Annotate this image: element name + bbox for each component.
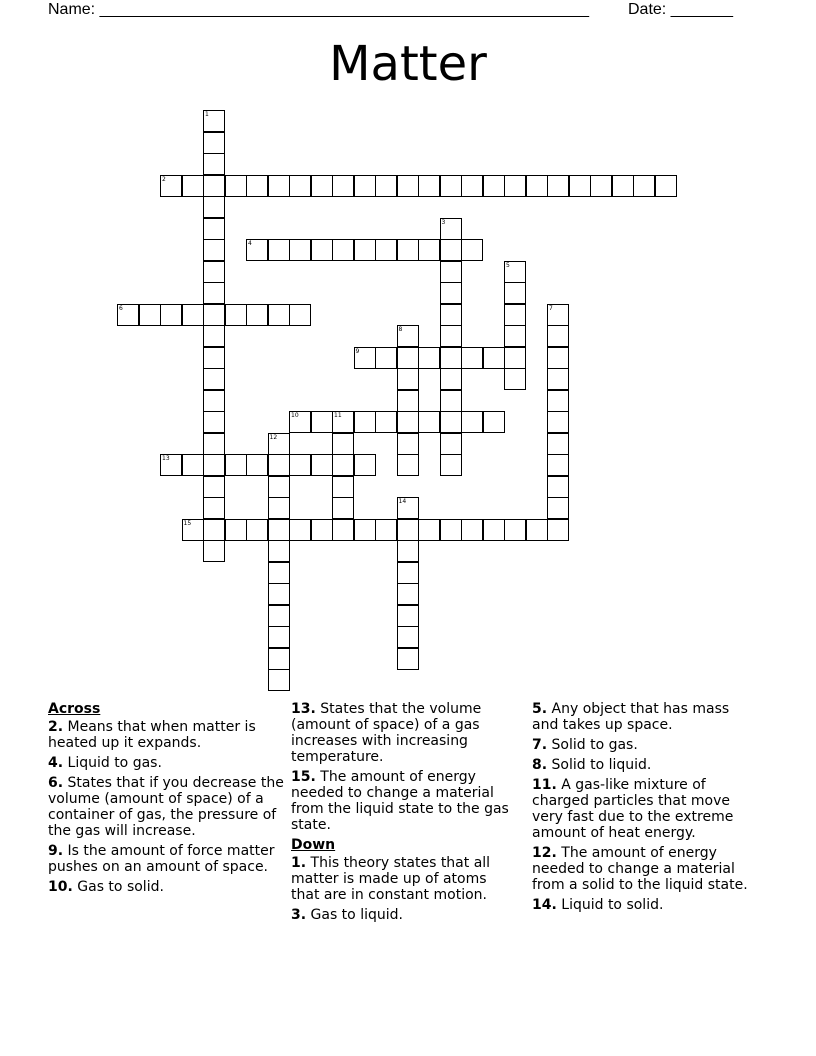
grid-cell[interactable] xyxy=(418,347,440,369)
grid-cell[interactable] xyxy=(268,626,290,648)
grid-cell[interactable] xyxy=(311,454,333,476)
grid-cell[interactable] xyxy=(203,390,225,412)
grid-cell[interactable] xyxy=(268,583,290,605)
grid-cell[interactable] xyxy=(203,132,225,154)
grid-cell[interactable] xyxy=(504,325,526,347)
clue-item-text: This theory states that all matter is made up of atoms that are in constant motion. xyxy=(291,855,491,903)
grid-cell[interactable] xyxy=(375,411,397,433)
grid-cell[interactable] xyxy=(332,497,354,519)
grid-cell[interactable] xyxy=(375,239,397,261)
across-heading: Across xyxy=(48,701,101,717)
clue-item-number: 5. xyxy=(532,701,548,717)
grid-cell[interactable] xyxy=(354,347,376,369)
grid-cell[interactable] xyxy=(268,304,290,326)
grid-cell[interactable] xyxy=(397,368,419,390)
grid-cell[interactable] xyxy=(268,497,290,519)
grid-cell[interactable] xyxy=(547,519,569,541)
clue-item xyxy=(48,775,284,839)
grid-cell[interactable] xyxy=(332,411,354,433)
clue-item-number: 11. xyxy=(532,777,557,793)
clue-item xyxy=(291,769,513,833)
grid-cell[interactable] xyxy=(311,175,333,197)
grid-cell[interactable] xyxy=(311,411,333,433)
grid-cell[interactable] xyxy=(547,433,569,455)
clues-column-1 xyxy=(48,701,284,899)
clue-item-text: Any object that has mass and takes up space. xyxy=(532,701,730,733)
grid-cell[interactable] xyxy=(569,175,591,197)
grid-cell[interactable] xyxy=(440,175,462,197)
clue-item-text: Solid to liquid. xyxy=(547,757,652,773)
page-title: Matter xyxy=(329,36,487,92)
grid-cell[interactable] xyxy=(332,476,354,498)
clue-item-number: 15. xyxy=(291,769,316,785)
grid-cell[interactable] xyxy=(483,175,505,197)
grid-cell[interactable] xyxy=(397,540,419,562)
grid-cell[interactable] xyxy=(633,175,655,197)
grid-cell[interactable] xyxy=(225,519,247,541)
clue-number: 13 xyxy=(162,455,170,462)
clue-item-text: Liquid to gas. xyxy=(63,755,162,771)
grid-cell[interactable] xyxy=(483,519,505,541)
clue-item-text: The amount of energy needed to change a material from a solid to the liquid state. xyxy=(532,845,748,893)
grid-cell[interactable] xyxy=(547,497,569,519)
clue-item xyxy=(48,719,284,751)
grid-cell[interactable] xyxy=(332,454,354,476)
grid-cell[interactable] xyxy=(203,153,225,175)
grid-cell[interactable] xyxy=(203,239,225,261)
grid-cell[interactable] xyxy=(203,196,225,218)
clue-number: 7 xyxy=(549,304,553,312)
grid-cell[interactable] xyxy=(203,519,225,541)
grid-cell[interactable] xyxy=(268,476,290,498)
grid-cell[interactable] xyxy=(461,347,483,369)
grid-cell[interactable] xyxy=(203,282,225,304)
grid-cell[interactable] xyxy=(397,454,419,476)
grid-cell[interactable] xyxy=(397,175,419,197)
date-label: Date: _______ xyxy=(628,1,733,18)
grid-cell[interactable] xyxy=(289,411,311,433)
clue-item xyxy=(532,897,754,913)
grid-cell[interactable] xyxy=(203,476,225,498)
clue-item xyxy=(291,907,513,923)
clue-item-text: States that if you decrease the volume (amount of space) of a container of gas, the pressure of the gas will increase. xyxy=(48,775,284,839)
grid-cell[interactable] xyxy=(160,304,182,326)
clue-item-number: 8. xyxy=(532,757,548,773)
grid-cell[interactable] xyxy=(590,175,612,197)
grid-cell[interactable] xyxy=(203,218,225,240)
clue-number: 6 xyxy=(119,304,123,312)
grid-cell[interactable] xyxy=(461,411,483,433)
grid-cell[interactable] xyxy=(547,304,569,326)
grid-cell[interactable] xyxy=(397,347,419,369)
grid-cell[interactable] xyxy=(225,454,247,476)
grid-cell[interactable] xyxy=(504,368,526,390)
clues-column-3 xyxy=(532,701,754,917)
clue-item xyxy=(291,855,513,903)
grid-cell[interactable] xyxy=(268,175,290,197)
clue-number: 1 xyxy=(205,111,209,118)
grid-cell[interactable] xyxy=(440,347,462,369)
grid-cell[interactable] xyxy=(440,433,462,455)
clue-item xyxy=(532,845,754,893)
clue-item-text: Gas to liquid. xyxy=(306,907,403,923)
grid-cell[interactable] xyxy=(203,454,225,476)
grid-cell[interactable] xyxy=(504,304,526,326)
grid-cell[interactable] xyxy=(418,175,440,197)
grid-cell[interactable] xyxy=(440,411,462,433)
grid-cell[interactable] xyxy=(440,368,462,390)
clue-item xyxy=(532,777,754,841)
grid-cell[interactable] xyxy=(289,175,311,197)
grid-cell[interactable] xyxy=(547,368,569,390)
clue-item-text: Gas to solid. xyxy=(72,879,164,895)
grid-cell[interactable] xyxy=(526,519,548,541)
grid-cell[interactable] xyxy=(547,347,569,369)
grid-cell[interactable] xyxy=(461,239,483,261)
grid-cell[interactable] xyxy=(354,519,376,541)
grid-cell[interactable] xyxy=(547,325,569,347)
clue-number: 11 xyxy=(334,412,342,419)
clue-item-number: 1. xyxy=(291,855,307,871)
clue-item-text: States that the volume (amount of space) of a gas increases with increasing temperature. xyxy=(291,701,482,765)
grid-cell[interactable] xyxy=(504,261,526,283)
clue-item xyxy=(532,701,754,733)
grid-cell[interactable] xyxy=(268,454,290,476)
clue-item-number: 6. xyxy=(48,775,64,791)
grid-cell[interactable] xyxy=(203,175,225,197)
grid-cell[interactable] xyxy=(375,347,397,369)
name-label: Name: _______________________________________________________ xyxy=(48,1,589,18)
grid-cell[interactable] xyxy=(225,304,247,326)
clue-number: 12 xyxy=(269,433,278,441)
grid-cell[interactable] xyxy=(203,368,225,390)
clue-number: 9 xyxy=(355,347,360,355)
clue-item-number: 14. xyxy=(532,897,557,913)
grid-cell[interactable] xyxy=(547,175,569,197)
grid-cell[interactable] xyxy=(440,454,462,476)
grid-cell[interactable] xyxy=(182,454,204,476)
grid-cell[interactable] xyxy=(547,454,569,476)
grid-cell[interactable] xyxy=(246,454,268,476)
grid-cell[interactable] xyxy=(440,218,462,240)
grid-cell[interactable] xyxy=(440,519,462,541)
grid-cell[interactable] xyxy=(139,304,161,326)
down-heading: Down xyxy=(291,837,336,853)
grid-cell[interactable] xyxy=(268,239,290,261)
grid-cell[interactable] xyxy=(268,669,290,691)
clue-item xyxy=(291,701,513,765)
grid-cell[interactable] xyxy=(203,497,225,519)
grid-cell[interactable] xyxy=(547,411,569,433)
clue-item-number: 10. xyxy=(48,879,73,895)
clue-number: 14 xyxy=(398,498,407,505)
clue-item xyxy=(532,737,754,753)
grid-cell[interactable] xyxy=(504,282,526,304)
grid-cell[interactable] xyxy=(440,325,462,347)
grid-cell[interactable] xyxy=(397,325,419,347)
grid-cell[interactable] xyxy=(354,239,376,261)
grid-cell[interactable] xyxy=(332,175,354,197)
grid-cell[interactable] xyxy=(397,497,419,519)
clue-item-number: 13. xyxy=(291,701,316,717)
clue-item-number: 7. xyxy=(532,737,548,753)
clue-item-number: 12. xyxy=(532,845,557,861)
clue-number: 3 xyxy=(441,218,446,226)
grid-cell[interactable] xyxy=(655,175,677,197)
grid-cell[interactable] xyxy=(203,411,225,433)
grid-cell[interactable] xyxy=(182,519,204,541)
grid-cell[interactable] xyxy=(440,282,462,304)
grid-cell[interactable] xyxy=(461,519,483,541)
clue-number: 5 xyxy=(506,261,510,269)
grid-cell[interactable] xyxy=(160,175,182,197)
grid-cell[interactable] xyxy=(246,519,268,541)
grid-cell[interactable] xyxy=(418,519,440,541)
grid-cell[interactable] xyxy=(203,540,225,562)
grid-cell[interactable] xyxy=(246,175,268,197)
grid-cell[interactable] xyxy=(354,411,376,433)
grid-cell[interactable] xyxy=(332,519,354,541)
grid-cell[interactable] xyxy=(160,454,182,476)
grid-cell[interactable] xyxy=(483,347,505,369)
grid-cell[interactable] xyxy=(268,519,290,541)
grid-cell[interactable] xyxy=(397,562,419,584)
grid-cell[interactable] xyxy=(289,454,311,476)
clue-item-number: 2. xyxy=(48,719,64,735)
clue-item xyxy=(48,755,284,771)
grid-cell[interactable] xyxy=(268,540,290,562)
grid-cell[interactable] xyxy=(246,304,268,326)
grid-cell[interactable] xyxy=(311,239,333,261)
grid-cell[interactable] xyxy=(203,110,225,132)
grid-cell[interactable] xyxy=(504,175,526,197)
clue-item-text: Means that when matter is heated up it expands. xyxy=(48,719,256,751)
clue-item-text: A gas-like mixture of charged particles that move very fast due to the extreme amount of heat energy. xyxy=(532,777,734,841)
grid-cell[interactable] xyxy=(397,605,419,627)
grid-cell[interactable] xyxy=(182,175,204,197)
grid-cell[interactable] xyxy=(504,519,526,541)
grid-cell[interactable] xyxy=(203,325,225,347)
grid-cell[interactable] xyxy=(418,239,440,261)
clue-number: 2 xyxy=(162,175,166,183)
clue-item xyxy=(48,843,284,875)
clue-item-number: 9. xyxy=(48,843,64,859)
grid-cell[interactable] xyxy=(397,239,419,261)
grid-cell[interactable] xyxy=(440,390,462,412)
clue-number: 8 xyxy=(398,326,403,333)
grid-cell[interactable] xyxy=(397,648,419,670)
grid-cell[interactable] xyxy=(547,390,569,412)
grid-cell[interactable] xyxy=(117,304,139,326)
grid-cell[interactable] xyxy=(268,562,290,584)
grid-cell[interactable] xyxy=(354,175,376,197)
grid-cell[interactable] xyxy=(397,390,419,412)
grid-cell[interactable] xyxy=(397,583,419,605)
grid-cell[interactable] xyxy=(225,175,247,197)
clue-number: 4 xyxy=(248,240,252,247)
grid-cell[interactable] xyxy=(612,175,634,197)
grid-cell[interactable] xyxy=(203,261,225,283)
grid-cell[interactable] xyxy=(440,304,462,326)
grid-cell[interactable] xyxy=(461,175,483,197)
grid-cell[interactable] xyxy=(203,433,225,455)
grid-cell[interactable] xyxy=(268,605,290,627)
grid-cell[interactable] xyxy=(289,519,311,541)
grid-cell[interactable] xyxy=(289,239,311,261)
grid-cell[interactable] xyxy=(268,648,290,670)
grid-cell[interactable] xyxy=(375,519,397,541)
grid-cell[interactable] xyxy=(483,411,505,433)
clue-item xyxy=(532,757,754,773)
grid-cell[interactable] xyxy=(526,175,548,197)
grid-cell[interactable] xyxy=(332,433,354,455)
grid-cell[interactable] xyxy=(311,519,333,541)
grid-cell[interactable] xyxy=(440,261,462,283)
grid-cell[interactable] xyxy=(397,626,419,648)
grid-cell[interactable] xyxy=(547,476,569,498)
clue-number: 15 xyxy=(183,519,192,527)
grid-cell[interactable] xyxy=(332,239,354,261)
grid-cell[interactable] xyxy=(375,175,397,197)
grid-cell[interactable] xyxy=(203,347,225,369)
grid-cell[interactable] xyxy=(289,304,311,326)
clue-item-text: Liquid to solid. xyxy=(556,897,664,913)
clue-item-text: Solid to gas. xyxy=(547,737,638,753)
grid-cell[interactable] xyxy=(397,411,419,433)
grid-cell[interactable] xyxy=(440,239,462,261)
grid-cell[interactable] xyxy=(504,347,526,369)
clue-item-text: Is the amount of force matter pushes on an amount of space. xyxy=(48,843,275,875)
grid-cell[interactable] xyxy=(397,519,419,541)
clues-column-2 xyxy=(291,701,513,927)
grid-cell[interactable] xyxy=(246,239,268,261)
grid-cell[interactable] xyxy=(268,433,290,455)
clue-item-text: The amount of energy needed to change a material from the liquid state to the gas state. xyxy=(291,769,509,833)
clue-item-number: 3. xyxy=(291,907,307,923)
clue-item-number: 4. xyxy=(48,755,64,771)
clue-number: 10 xyxy=(291,412,299,419)
grid-cell[interactable] xyxy=(354,454,376,476)
clue-item xyxy=(48,879,284,895)
grid-cell[interactable] xyxy=(182,304,204,326)
grid-cell[interactable] xyxy=(418,411,440,433)
grid-cell[interactable] xyxy=(203,304,225,326)
grid-cell[interactable] xyxy=(397,433,419,455)
